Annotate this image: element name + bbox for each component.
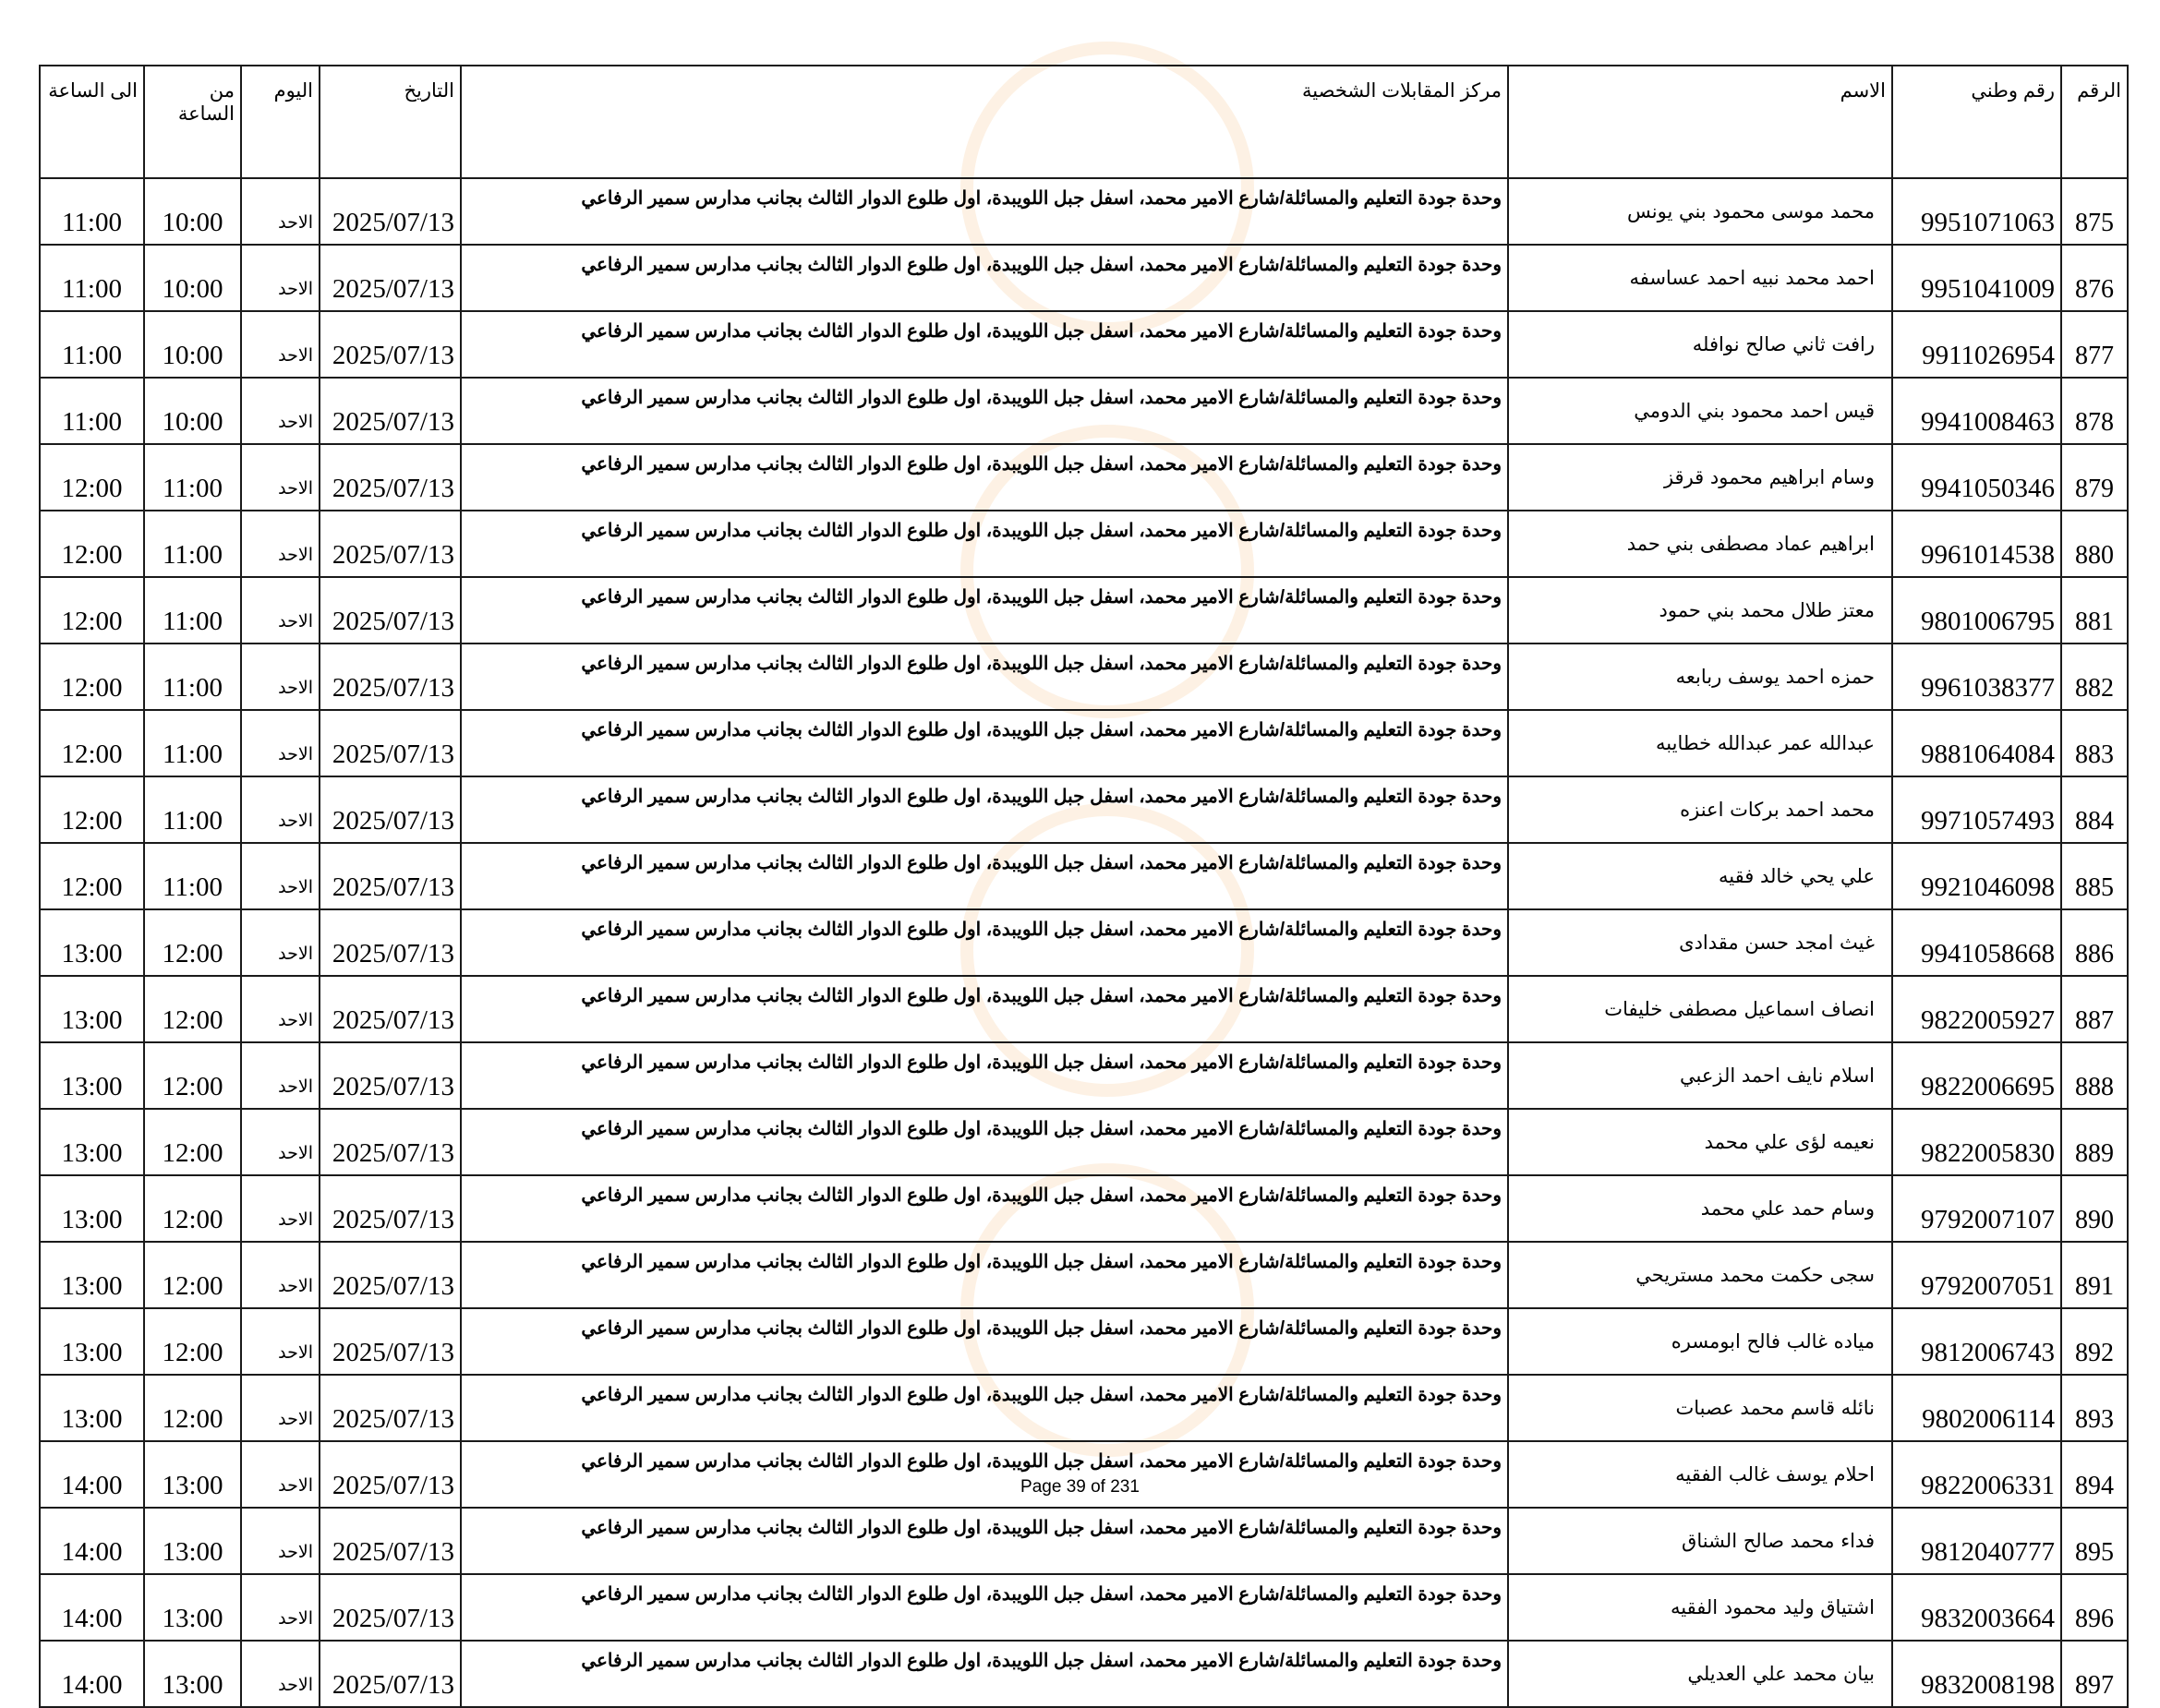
cell-national-id: 9951071063: [1892, 178, 2061, 245]
cell-to-time: 12:00: [40, 577, 144, 644]
cell-number: 897: [2061, 1641, 2128, 1707]
cell-from-time: 10:00: [144, 178, 241, 245]
cell-from-time: 11:00: [144, 843, 241, 909]
cell-center: وحدة جودة التعليم والمسائلة/شارع الامير محمد، اسفل جبل اللويبدة، اول طلوع الدوار الثالث بجانب مدارس سمير الرفاعي: [461, 1242, 1508, 1308]
cell-date: 2025/07/13: [320, 1175, 461, 1242]
table-row: [40, 577, 2128, 644]
cell-to-time: 12:00: [40, 511, 144, 577]
cell-to-time: 12:00: [40, 843, 144, 909]
cell-name: وسام حمد علي محمد: [1508, 1175, 1892, 1242]
cell-national-id: 9822006331: [1892, 1441, 2061, 1508]
cell-date: 2025/07/13: [320, 1242, 461, 1308]
cell-national-id: 9832008198: [1892, 1641, 2061, 1707]
cell-center: وحدة جودة التعليم والمسائلة/شارع الامير محمد، اسفل جبل اللويبدة، اول طلوع الدوار الثالث بجانب مدارس سمير الرفاعي: [461, 776, 1508, 843]
cell-date: 2025/07/13: [320, 1042, 461, 1109]
cell-center: وحدة جودة التعليم والمسائلة/شارع الامير محمد، اسفل جبل اللويبدة، اول طلوع الدوار الثالث بجانب مدارس سمير الرفاعي: [461, 976, 1508, 1042]
cell-number: 887: [2061, 976, 2128, 1042]
cell-number: 876: [2061, 245, 2128, 311]
cell-number: 875: [2061, 178, 2128, 245]
header-center: مركز المقابلات الشخصية: [461, 66, 1508, 178]
cell-name: احمد محمد نبيه احمد عساسفه: [1508, 245, 1892, 311]
cell-date: 2025/07/13: [320, 378, 461, 444]
cell-to-time: 12:00: [40, 710, 144, 776]
cell-name: احلام يوسف غالب الفقيه: [1508, 1441, 1892, 1508]
cell-date: 2025/07/13: [320, 710, 461, 776]
header-to-time: الى الساعة: [40, 66, 144, 178]
cell-from-time: 12:00: [144, 1308, 241, 1375]
cell-national-id: 9822005927: [1892, 976, 2061, 1042]
cell-number: 881: [2061, 577, 2128, 644]
cell-center: وحدة جودة التعليم والمسائلة/شارع الامير محمد، اسفل جبل اللويبدة، اول طلوع الدوار الثالث بجانب مدارس سمير الرفاعي: [461, 1641, 1508, 1707]
cell-national-id: 9941050346: [1892, 444, 2061, 511]
cell-number: 891: [2061, 1242, 2128, 1308]
table-row: [40, 1175, 2128, 1242]
cell-from-time: 11:00: [144, 644, 241, 710]
cell-day: الاحد: [241, 1574, 320, 1641]
cell-name: عبدالله عمر عبدالله خطايبه: [1508, 710, 1892, 776]
cell-from-time: 13:00: [144, 1441, 241, 1508]
cell-name: ابراهيم عماد مصطفى بني حمد: [1508, 511, 1892, 577]
cell-national-id: 9971057493: [1892, 776, 2061, 843]
cell-name: بيان محمد علي العديلي: [1508, 1641, 1892, 1707]
cell-day: الاحد: [241, 843, 320, 909]
cell-number: 889: [2061, 1109, 2128, 1175]
table-row: [40, 378, 2128, 444]
table-row: [40, 1242, 2128, 1308]
table-row: [40, 311, 2128, 378]
cell-name: حمزه احمد يوسف ربابعه: [1508, 644, 1892, 710]
cell-to-time: 12:00: [40, 644, 144, 710]
cell-number: 896: [2061, 1574, 2128, 1641]
cell-day: الاحد: [241, 577, 320, 644]
cell-national-id: 9911026954: [1892, 311, 2061, 378]
cell-number: 883: [2061, 710, 2128, 776]
cell-date: 2025/07/13: [320, 976, 461, 1042]
cell-date: 2025/07/13: [320, 1375, 461, 1441]
cell-name: وسام ابراهيم محمود قرقز: [1508, 444, 1892, 511]
cell-day: الاحد: [241, 1175, 320, 1242]
cell-name: نعيمه لؤى علي محمد: [1508, 1109, 1892, 1175]
cell-day: الاحد: [241, 1042, 320, 1109]
cell-date: 2025/07/13: [320, 843, 461, 909]
cell-national-id: 9941008463: [1892, 378, 2061, 444]
table-row: [40, 1109, 2128, 1175]
cell-date: 2025/07/13: [320, 1308, 461, 1375]
cell-to-time: 13:00: [40, 909, 144, 976]
cell-center: وحدة جودة التعليم والمسائلة/شارع الامير محمد، اسفل جبل اللويبدة، اول طلوع الدوار الثالث بجانب مدارس سمير الرفاعي: [461, 1175, 1508, 1242]
interview-schedule-table: [39, 65, 2129, 1708]
cell-to-time: 13:00: [40, 1308, 144, 1375]
cell-national-id: 9822005830: [1892, 1109, 2061, 1175]
cell-number: 879: [2061, 444, 2128, 511]
cell-from-time: 12:00: [144, 1042, 241, 1109]
cell-date: 2025/07/13: [320, 644, 461, 710]
cell-national-id: 9832003664: [1892, 1574, 2061, 1641]
cell-from-time: 11:00: [144, 710, 241, 776]
cell-to-time: 11:00: [40, 178, 144, 245]
header-national-id: رقم وطني: [1892, 66, 2061, 178]
cell-center: وحدة جودة التعليم والمسائلة/شارع الامير محمد، اسفل جبل اللويبدة، اول طلوع الدوار الثالث بجانب مدارس سمير الرفاعي: [461, 909, 1508, 976]
cell-date: 2025/07/13: [320, 178, 461, 245]
cell-to-time: 13:00: [40, 1109, 144, 1175]
cell-from-time: 13:00: [144, 1574, 241, 1641]
header-day: اليوم: [241, 66, 320, 178]
cell-date: 2025/07/13: [320, 444, 461, 511]
cell-name: معتز طلال محمد بني حمود: [1508, 577, 1892, 644]
table-row: [40, 710, 2128, 776]
cell-from-time: 12:00: [144, 909, 241, 976]
table-row: [40, 644, 2128, 710]
cell-center: وحدة جودة التعليم والمسائلة/شارع الامير محمد، اسفل جبل اللويبدة، اول طلوع الدوار الثالث بجانب مدارس سمير الرفاعي: [461, 710, 1508, 776]
cell-center: وحدة جودة التعليم والمسائلة/شارع الامير محمد، اسفل جبل اللويبدة، اول طلوع الدوار الثالث بجانب مدارس سمير الرفاعي: [461, 178, 1508, 245]
cell-number: 885: [2061, 843, 2128, 909]
cell-center: وحدة جودة التعليم والمسائلة/شارع الامير محمد، اسفل جبل اللويبدة، اول طلوع الدوار الثالث بجانب مدارس سمير الرفاعي: [461, 1375, 1508, 1441]
cell-center: وحدة جودة التعليم والمسائلة/شارع الامير محمد، اسفل جبل اللويبدة، اول طلوع الدوار الثالث بجانب مدارس سمير الرفاعي: [461, 577, 1508, 644]
cell-name: قيس احمد محمود بني الدومي: [1508, 378, 1892, 444]
table-row: [40, 909, 2128, 976]
cell-center: وحدة جودة التعليم والمسائلة/شارع الامير محمد، اسفل جبل اللويبدة، اول طلوع الدوار الثالث بجانب مدارس سمير الرفاعي: [461, 1508, 1508, 1574]
cell-date: 2025/07/13: [320, 1574, 461, 1641]
table-row: [40, 843, 2128, 909]
cell-day: الاحد: [241, 245, 320, 311]
table-row: [40, 1441, 2128, 1508]
cell-date: 2025/07/13: [320, 909, 461, 976]
cell-to-time: 11:00: [40, 311, 144, 378]
cell-from-time: 11:00: [144, 444, 241, 511]
cell-day: الاحد: [241, 976, 320, 1042]
cell-day: الاحد: [241, 1242, 320, 1308]
cell-day: الاحد: [241, 644, 320, 710]
cell-day: الاحد: [241, 311, 320, 378]
cell-name: غيث امجد حسن مقدادى: [1508, 909, 1892, 976]
cell-day: الاحد: [241, 1641, 320, 1707]
cell-to-time: 13:00: [40, 976, 144, 1042]
cell-day: الاحد: [241, 378, 320, 444]
cell-day: الاحد: [241, 1375, 320, 1441]
table-row: [40, 1641, 2128, 1707]
cell-from-time: 12:00: [144, 976, 241, 1042]
cell-center: وحدة جودة التعليم والمسائلة/شارع الامير محمد، اسفل جبل اللويبدة، اول طلوع الدوار الثالث بجانب مدارس سمير الرفاعي: [461, 644, 1508, 710]
cell-day: الاحد: [241, 444, 320, 511]
cell-center: وحدة جودة التعليم والمسائلة/شارع الامير محمد، اسفل جبل اللويبدة، اول طلوع الدوار الثالث بجانب مدارس سمير الرفاعي: [461, 311, 1508, 378]
cell-from-time: 11:00: [144, 776, 241, 843]
cell-national-id: 9792007051: [1892, 1242, 2061, 1308]
cell-to-time: 14:00: [40, 1641, 144, 1707]
cell-national-id: 9941058668: [1892, 909, 2061, 976]
cell-to-time: 14:00: [40, 1508, 144, 1574]
table-row: [40, 245, 2128, 311]
cell-national-id: 9961038377: [1892, 644, 2061, 710]
cell-from-time: 11:00: [144, 511, 241, 577]
cell-center: وحدة جودة التعليم والمسائلة/شارع الامير محمد، اسفل جبل اللويبدة، اول طلوع الدوار الثالث بجانب مدارس سمير الرفاعي: [461, 378, 1508, 444]
cell-from-time: 11:00: [144, 577, 241, 644]
cell-from-time: 10:00: [144, 245, 241, 311]
cell-date: 2025/07/13: [320, 1641, 461, 1707]
cell-national-id: 9812006743: [1892, 1308, 2061, 1375]
cell-number: 888: [2061, 1042, 2128, 1109]
cell-from-time: 10:00: [144, 311, 241, 378]
cell-date: 2025/07/13: [320, 311, 461, 378]
cell-national-id: 9802006114: [1892, 1375, 2061, 1441]
cell-from-time: 13:00: [144, 1641, 241, 1707]
cell-name: سجى حكمت محمد مستريحي: [1508, 1242, 1892, 1308]
cell-national-id: 9792007107: [1892, 1175, 2061, 1242]
cell-day: الاحد: [241, 1508, 320, 1574]
cell-day: الاحد: [241, 909, 320, 976]
cell-number: 886: [2061, 909, 2128, 976]
cell-to-time: 12:00: [40, 776, 144, 843]
header-date: التاريخ: [320, 66, 461, 178]
cell-day: الاحد: [241, 1308, 320, 1375]
table-row: [40, 444, 2128, 511]
table-row: [40, 1308, 2128, 1375]
cell-center: وحدة جودة التعليم والمسائلة/شارع الامير محمد، اسفل جبل اللويبدة، اول طلوع الدوار الثالث بجانب مدارس سمير الرفاعي: [461, 444, 1508, 511]
table-row: [40, 511, 2128, 577]
table-row: [40, 1375, 2128, 1441]
cell-date: 2025/07/13: [320, 511, 461, 577]
cell-to-time: 13:00: [40, 1042, 144, 1109]
cell-from-time: 12:00: [144, 1175, 241, 1242]
cell-national-id: 9881064084: [1892, 710, 2061, 776]
cell-name: مياده غالب فالح ابومسره: [1508, 1308, 1892, 1375]
cell-to-time: 13:00: [40, 1242, 144, 1308]
cell-name: نائله قاسم محمد عصبات: [1508, 1375, 1892, 1441]
cell-day: الاحد: [241, 1441, 320, 1508]
cell-to-time: 11:00: [40, 378, 144, 444]
cell-name: فداء محمد صالح الشناق: [1508, 1508, 1892, 1574]
cell-center: وحدة جودة التعليم والمسائلة/شارع الامير محمد، اسفل جبل اللويبدة، اول طلوع الدوار الثالث بجانب مدارس سمير الرفاعي: [461, 843, 1508, 909]
cell-to-time: 14:00: [40, 1441, 144, 1508]
cell-number: 880: [2061, 511, 2128, 577]
cell-center: وحدة جودة التعليم والمسائلة/شارع الامير محمد، اسفل جبل اللويبدة، اول طلوع الدوار الثالث بجانب مدارس سمير الرفاعي: [461, 1109, 1508, 1175]
cell-day: الاحد: [241, 710, 320, 776]
table-row: [40, 1574, 2128, 1641]
cell-to-time: 13:00: [40, 1375, 144, 1441]
cell-to-time: 11:00: [40, 245, 144, 311]
header-name: الاسم: [1508, 66, 1892, 178]
cell-number: 892: [2061, 1308, 2128, 1375]
cell-name: محمد موسى محمود بني يونس: [1508, 178, 1892, 245]
cell-center: وحدة جودة التعليم والمسائلة/شارع الامير محمد، اسفل جبل اللويبدة، اول طلوع الدوار الثالث بجانب مدارس سمير الرفاعي: [461, 1308, 1508, 1375]
table-row: [40, 1508, 2128, 1574]
cell-center: وحدة جودة التعليم والمسائلة/شارع الامير محمد، اسفل جبل اللويبدة، اول طلوع الدوار الثالث بجانب مدارس سمير الرفاعي: [461, 1441, 1508, 1508]
cell-national-id: 9951041009: [1892, 245, 2061, 311]
page-number: Page 39 of 231: [1020, 1477, 1140, 1497]
cell-name: رافت ثاني صالح نوافله: [1508, 311, 1892, 378]
cell-day: الاحد: [241, 1109, 320, 1175]
cell-number: 893: [2061, 1375, 2128, 1441]
cell-from-time: 10:00: [144, 378, 241, 444]
cell-from-time: 12:00: [144, 1242, 241, 1308]
table-row: [40, 1042, 2128, 1109]
cell-to-time: 13:00: [40, 1175, 144, 1242]
cell-name: انصاف اسماعيل مصطفى خليفات: [1508, 976, 1892, 1042]
cell-from-time: 12:00: [144, 1109, 241, 1175]
table-row: [40, 976, 2128, 1042]
header-number: الرقم: [2061, 66, 2128, 178]
cell-to-time: 12:00: [40, 444, 144, 511]
header-from-time: من الساعة: [144, 66, 241, 178]
cell-date: 2025/07/13: [320, 776, 461, 843]
cell-number: 895: [2061, 1508, 2128, 1574]
cell-center: وحدة جودة التعليم والمسائلة/شارع الامير محمد، اسفل جبل اللويبدة، اول طلوع الدوار الثالث بجانب مدارس سمير الرفاعي: [461, 245, 1508, 311]
cell-number: 878: [2061, 378, 2128, 444]
table-header-row: [40, 66, 2128, 178]
table-row: [40, 178, 2128, 245]
cell-day: الاحد: [241, 178, 320, 245]
cell-number: 890: [2061, 1175, 2128, 1242]
cell-name: محمد احمد بركات اعنزه: [1508, 776, 1892, 843]
cell-national-id: 9801006795: [1892, 577, 2061, 644]
cell-date: 2025/07/13: [320, 1508, 461, 1574]
cell-number: 877: [2061, 311, 2128, 378]
cell-name: اشتياق وليد محمود الفقيه: [1508, 1574, 1892, 1641]
cell-name: علي يحي خالد فقيه: [1508, 843, 1892, 909]
cell-number: 894: [2061, 1441, 2128, 1508]
cell-national-id: 9822006695: [1892, 1042, 2061, 1109]
table-row: [40, 776, 2128, 843]
cell-from-time: 13:00: [144, 1508, 241, 1574]
cell-date: 2025/07/13: [320, 245, 461, 311]
cell-from-time: 12:00: [144, 1375, 241, 1441]
cell-day: الاحد: [241, 776, 320, 843]
cell-name: اسلام نايف احمد الزعبي: [1508, 1042, 1892, 1109]
cell-center: وحدة جودة التعليم والمسائلة/شارع الامير محمد، اسفل جبل اللويبدة، اول طلوع الدوار الثالث بجانب مدارس سمير الرفاعي: [461, 1042, 1508, 1109]
cell-number: 882: [2061, 644, 2128, 710]
cell-center: وحدة جودة التعليم والمسائلة/شارع الامير محمد، اسفل جبل اللويبدة، اول طلوع الدوار الثالث بجانب مدارس سمير الرفاعي: [461, 511, 1508, 577]
cell-date: 2025/07/13: [320, 577, 461, 644]
cell-national-id: 9812040777: [1892, 1508, 2061, 1574]
cell-center: وحدة جودة التعليم والمسائلة/شارع الامير محمد، اسفل جبل اللويبدة، اول طلوع الدوار الثالث بجانب مدارس سمير الرفاعي: [461, 1574, 1508, 1641]
cell-day: الاحد: [241, 511, 320, 577]
cell-national-id: 9921046098: [1892, 843, 2061, 909]
cell-to-time: 14:00: [40, 1574, 144, 1641]
cell-date: 2025/07/13: [320, 1109, 461, 1175]
cell-date: 2025/07/13: [320, 1441, 461, 1508]
cell-national-id: 9961014538: [1892, 511, 2061, 577]
cell-number: 884: [2061, 776, 2128, 843]
